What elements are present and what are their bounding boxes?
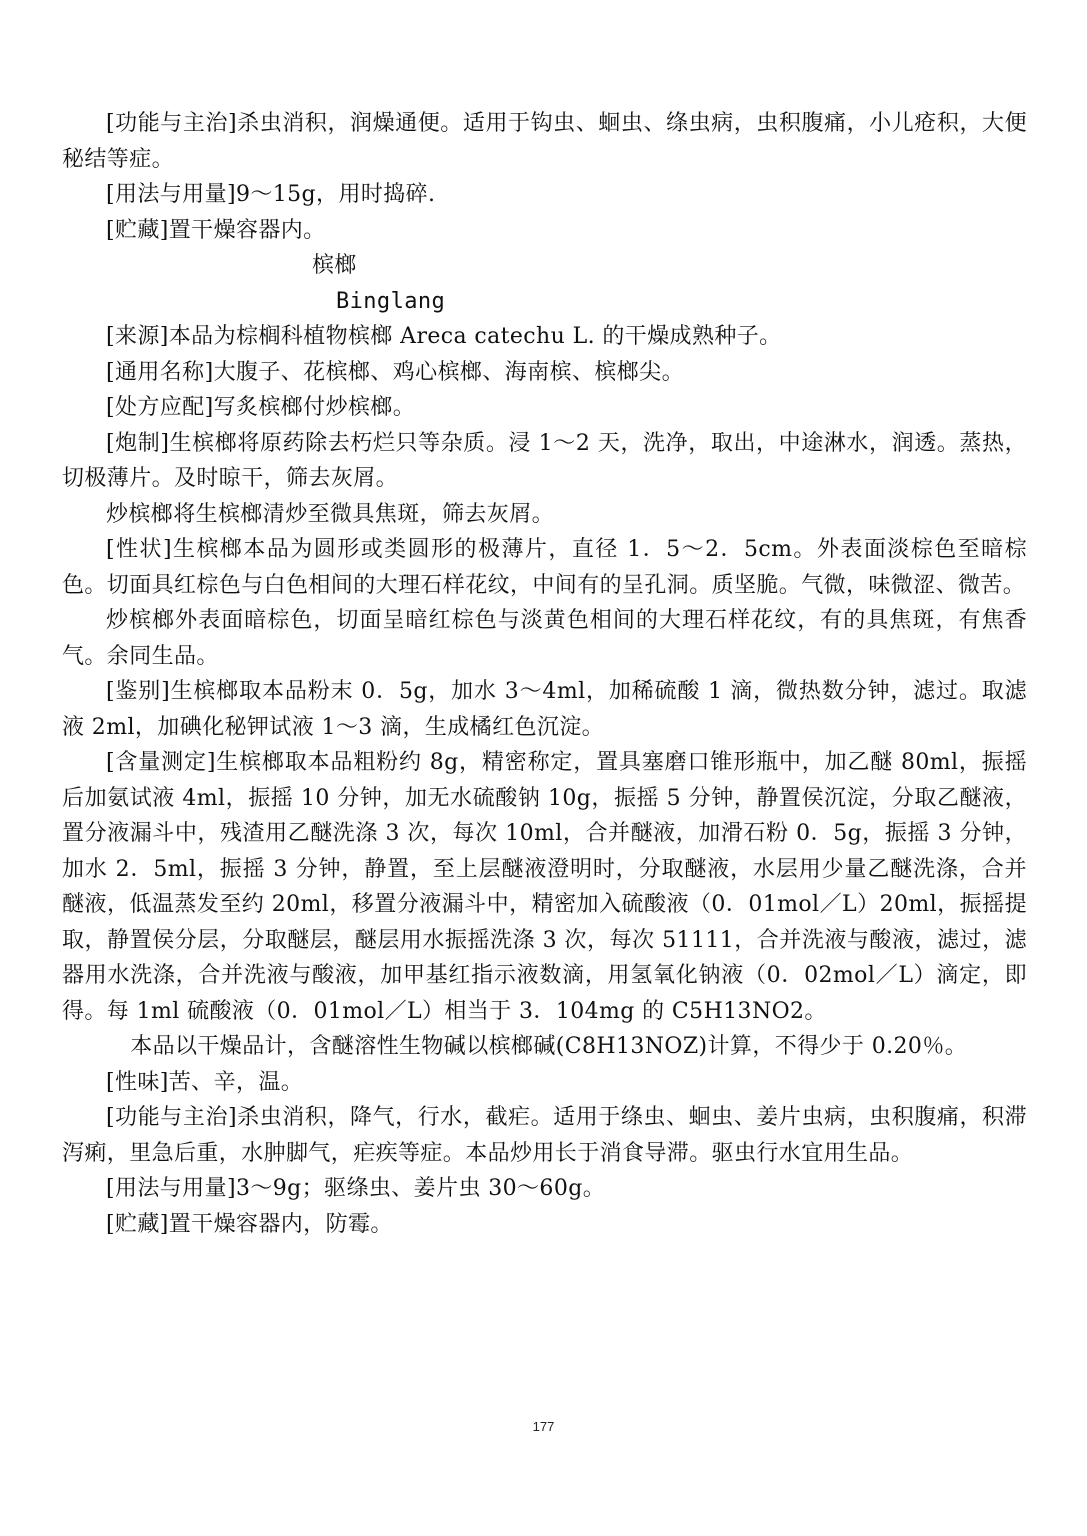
paragraph-description-fried: 炒槟榔外表面暗棕色，切面呈暗红棕色与淡黄色相间的大理石样花纹，有的具焦斑，有焦香气。余同生品。 (62, 608, 1027, 669)
entry-title-chinese: 槟榔 (312, 253, 357, 278)
paragraph-previous-usage: [用法与用量]9～15g，用时捣碎. (106, 182, 436, 207)
page-number: 177 (532, 1419, 555, 1434)
paragraph-assay: [含量测定]生槟榔取本品粗粉约 8g，精密称定，置具塞磨口锥形瓶中，加乙醚 80ml，振摇后加氨试液 4ml，振摇 10 分钟，加无水硫酸钠 10g，振摇 5 分钟，静置侯沉淀，分取乙醚液，置分液漏斗中，残渣用乙醚洗涤 3 次，每次 10ml，合并醚液，加滑石粉 0．5g，振摇 3 分钟，加水 2．5ml，振摇 3 分钟，静置，至上层醚液澄明时，分取醚液，水层用少量乙醚洗涤，合并醚液，低温蒸发至约 20ml，移置分液漏斗中，精密加入硫酸液（0．01mol／L）20ml，振摇提取，静置侯分层，分取醚层，醚层用水振摇洗涤 3 次，每次 51111，合并洗液与酸液，滤过，滤器用水洗涤，合并洗液与酸液，加甲基红指示液数滴，用氢氧化钠液（0．02mol／L）滴定，即得。每 1ml 硫酸液（0．01mol／L）相当于 3．104mg 的 C5H13NO2。 (62, 750, 1027, 1024)
paragraph-identification: [鉴别]生槟榔取本品粉末 0．5g，加水 3～4ml，加稀硫酸 1 滴，微热数分钟，滤过。取滤液 2ml，加碘化秘钾试液 1～3 滴，生成橘红色沉淀。 (62, 679, 1027, 740)
document-body (62, 106, 1027, 1242)
paragraph-prescription: [处方应配]写炙槟榔付炒槟榔。 (106, 395, 416, 420)
paragraph-assay-limit: 本品以干燥品计，含醚溶性生物碱以槟榔碱(C8H13NOZ)计算，不得少于 0.20％。 (130, 1034, 968, 1059)
paragraph-previous-storage: [贮藏]置干燥容器内。 (106, 217, 326, 243)
paragraph-function: [功能与主治]杀虫消积，降气，行水，截疟。适用于绦虫、蛔虫、姜片虫病，虫积腹痛，积滞泻痢，里急后重，水肿脚气，疟疾等症。本品炒用长于消食导滞。驱虫行水宜用生品。 (62, 1105, 1027, 1166)
paragraph-nature-flavor: [性味]苦、辛，温。 (106, 1069, 304, 1095)
paragraph-previous-function: [功能与主治]杀虫消积，润燥通便。适用于钩虫、蛔虫、绦虫病，虫积腹痛，小儿疮积，大便秘结等症。 (62, 111, 1027, 172)
paragraph-processing-fried: 炒槟榔将生槟榔清炒至微具焦斑，筛去灰屑。 (106, 501, 555, 527)
paragraph-usage: [用法与用量]3～9g；驱绦虫、姜片虫 30～60g。 (106, 1176, 606, 1201)
paragraph-processing: [炮制]生槟榔将原药除去朽烂只等杂质。浸 1～2 天，洗净，取出，中途淋水，润透。蒸热，切极薄片。及时晾干，筛去灰屑。 (62, 430, 1027, 491)
paragraph-source: [来源]本品为棕榈科植物槟榔 Areca catechu L. 的干燥成熟种子。 (106, 324, 782, 349)
entry-title-pinyin: Binglang (336, 288, 446, 314)
paragraph-common-names: [通用名称]大腹子、花槟榔、鸡心槟榔、海南槟、槟榔尖。 (106, 359, 684, 385)
paragraph-description: [性状]生槟榔本品为圆形或类圆形的极薄片，直径 1．5～2．5cm。外表面淡棕色至暗棕色。切面具红棕色与白色相间的大理石样花纹，中间有的呈孔洞。质坚脆。气微，味微涩、微苦。 (62, 537, 1027, 598)
paragraph-storage: [贮藏]置干燥容器内，防霉。 (106, 1211, 393, 1237)
